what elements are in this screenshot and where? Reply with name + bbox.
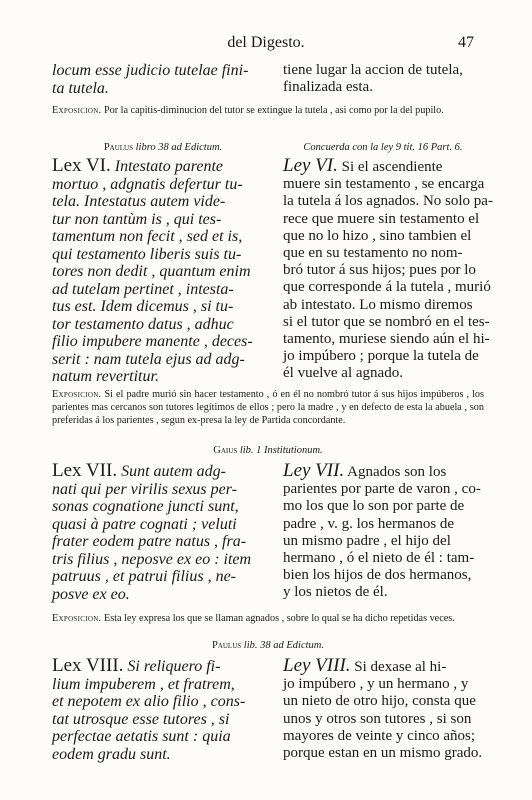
- spanish-law-vii: [283, 462, 483, 602]
- note-label: Exposicion.: [52, 105, 102, 116]
- text-line: sonas cognatione juncti sunt,: [52, 498, 239, 515]
- latin-text-continued: [52, 62, 274, 97]
- text-line: eodem gradu sunt.: [52, 745, 171, 763]
- exposicion-note: [52, 612, 484, 625]
- text-line: natum revertitur.: [52, 368, 159, 385]
- note-text: Esta ley expresa los que se llaman agnados , sobre lo qual se ha dicho repetidas veces.: [101, 613, 455, 624]
- text-line: patruus , et patrui filius , ne-: [52, 568, 236, 585]
- note-text: Por la capitis-diminucion del tutor se extingue la tutela , asi como por la del pupilo.: [101, 105, 444, 116]
- text-line: bien los hijos de dos hermanos,: [283, 567, 472, 584]
- note-label: Exposicion.: [52, 389, 102, 400]
- text-line: tor testamento datus , adhuc: [52, 315, 234, 333]
- text-line: ab intestato. Lo mismo diremos: [283, 296, 473, 313]
- law-heading: Ley VIII.: [283, 655, 351, 676]
- text-line: tat utrosque esse tutores , si: [52, 710, 230, 728]
- text-line: y los nietos de él.: [283, 584, 388, 601]
- text-line: la tutela á los agnados. No solo pa-: [283, 193, 493, 210]
- law-heading: Lex VIII.: [52, 655, 124, 676]
- text-line: él vuelve al agnado.: [283, 365, 403, 382]
- source-ref: lib. 38 ad Edictum.: [241, 640, 324, 651]
- latin-law-viii: [52, 657, 274, 763]
- text-line: nati qui per virilis sexus per-: [52, 480, 237, 498]
- text-line: Sunt autem adg-: [117, 463, 226, 480]
- concordance-citation: Concuerda con la ley 9 tit. 16 Part. 6.: [303, 142, 463, 153]
- text-line: Si dexase al hi-: [350, 659, 447, 675]
- text-line: jo impúbero , y un hermano , y: [283, 676, 469, 693]
- text-line: finalizada esta.: [283, 79, 373, 96]
- law-heading: Ley VI.: [283, 155, 338, 176]
- law-heading: Ley VII.: [283, 460, 345, 481]
- text-line: jo impúbero ; porque la tutela de: [283, 348, 479, 365]
- source-ref: libro 38 ad Edictum.: [133, 142, 223, 153]
- latin-law-vi: [52, 157, 274, 386]
- spanish-law-vi: [283, 155, 493, 383]
- text-line: tiene lugar la accion de tutela,: [283, 62, 463, 78]
- text-line: frater eodem patre natus , fra-: [52, 533, 247, 550]
- text-line: posve ex eo.: [52, 585, 130, 603]
- exposicion-note: [52, 104, 484, 117]
- text-line: locum esse judicio tutelae fini-: [52, 62, 249, 79]
- note-label: Exposicion.: [52, 613, 102, 624]
- text-line: tus est. Idem dicemus , si tu-: [52, 298, 234, 315]
- text-line: perfectae aetatis sunt : quia: [52, 728, 231, 745]
- text-line: tamentum non fecit , sed et is,: [52, 228, 243, 245]
- law-heading: Lex VI.: [52, 155, 111, 176]
- text-line: et nepotem ex alio filio , cons-: [52, 693, 246, 710]
- exposicion-note: [52, 388, 484, 427]
- note-text: Si el padre murió sin hacer testamento , ó en él no nombró tutor á sus hijos impúberos , los parientes mas cercanos son tutores legítimos de ellos ; pero la madre , y en defecto de esta la abuela , son preferidas á los parientes , segun ex-presa la ley de Partida concordante.: [52, 389, 484, 426]
- text-line: qui testamento liberis suis tu-: [52, 245, 242, 263]
- text-line: mo los que lo son por parte de: [283, 498, 465, 515]
- spanish-law-viii: [283, 657, 483, 762]
- text-line: Intestato parente: [110, 158, 224, 175]
- text-line: serit : nam tutela ejus ad adg-: [52, 350, 245, 368]
- text-line: Agnados son los: [344, 464, 447, 480]
- source-citation: [52, 640, 484, 651]
- source-author: Paulus: [103, 142, 134, 153]
- text-line: quasi à patre cognati ; veluti: [52, 515, 237, 533]
- latin-law-vii: [52, 462, 274, 603]
- text-line: que en su testamento no nom-: [283, 245, 463, 262]
- text-line: tores non dedit , quantum enim: [52, 263, 251, 280]
- text-line: un nieto de otro hijo, consta que: [283, 693, 476, 710]
- text-line: Si reliquero fi-: [123, 658, 221, 675]
- source-author: Paulus: [211, 640, 242, 651]
- source-citation: [52, 142, 274, 153]
- page-number: 47: [458, 34, 474, 51]
- text-line: parientes por parte de varon , co-: [283, 481, 481, 498]
- text-line: tamento, muriese siendo aún el hi-: [283, 331, 490, 348]
- source-author: Gaius: [213, 445, 238, 456]
- page-header: [0, 34, 532, 56]
- source-ref: lib. 1 Institutionum.: [237, 445, 323, 456]
- text-line: que no lo hizo , sino tambien el: [283, 227, 472, 244]
- text-line: lium impuberem , et fratrem,: [52, 675, 235, 693]
- text-line: porque estan en un mismo grado.: [283, 745, 483, 762]
- text-line: tur non tantùm is , qui tes-: [52, 210, 222, 228]
- text-line: tris filius , neposve ex eo : item: [52, 550, 252, 568]
- text-line: padre , v. g. los hermanos de: [283, 515, 455, 532]
- text-line: ad tutelam pertinet , intesta-: [52, 280, 234, 298]
- text-line: que corresponde á la tutela , murió: [283, 279, 491, 296]
- text-line: Si el ascendiente: [337, 159, 443, 175]
- text-line: unos y otros son tutores , si son: [283, 710, 472, 727]
- text-line: si el tutor que se nombró en el tes-: [283, 313, 490, 330]
- law-heading: Lex VII.: [52, 460, 118, 481]
- text-line: mortuo , adgnatis defertur tu-: [52, 175, 243, 193]
- text-line: rece que muere sin testamento el: [283, 210, 480, 227]
- text-line: un mismo padre , el hijo del: [283, 532, 451, 549]
- running-title: del Digesto.: [227, 34, 305, 51]
- text-line: ta tutela.: [52, 79, 109, 97]
- text-line: filio impubere manente , deces-: [52, 333, 253, 350]
- spanish-text-continued: [283, 62, 483, 96]
- text-line: hermano , ó el nieto de él : tam-: [283, 550, 475, 567]
- text-line: tela. Intestatus autem vide-: [52, 193, 226, 210]
- text-line: mayores de veinte y cinco años;: [283, 727, 476, 744]
- text-line: muere sin testamento , se encarga: [283, 176, 485, 193]
- source-citation: [52, 445, 484, 456]
- text-line: bró tutor á sus hijos; pues por lo: [283, 262, 476, 279]
